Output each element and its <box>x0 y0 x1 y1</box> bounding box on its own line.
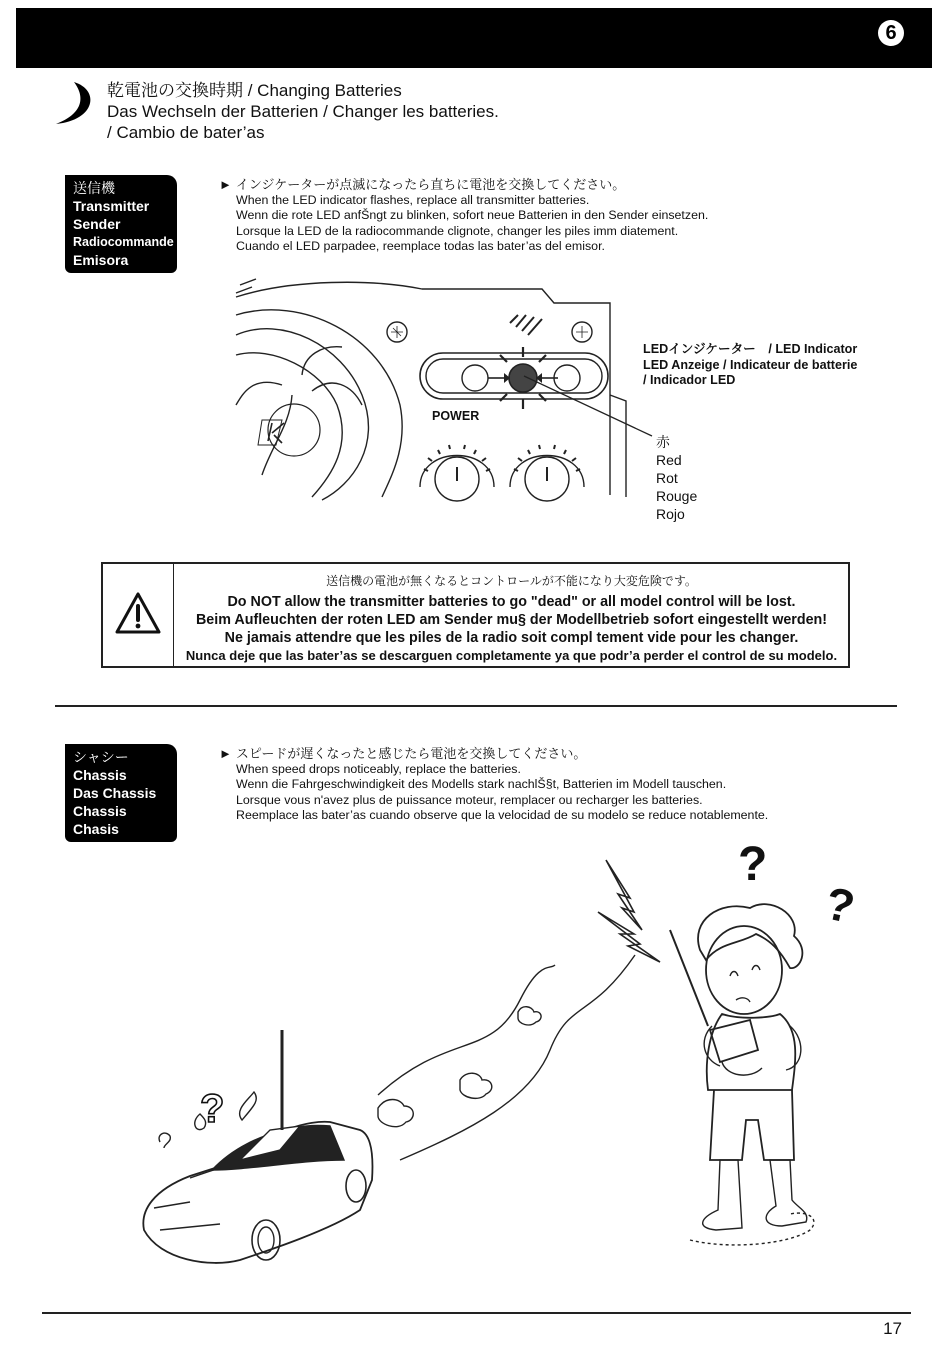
road-edge <box>378 965 555 1095</box>
legend-line: LED Anzeige / Indicateur de batterie <box>643 357 858 372</box>
color-label: Rouge <box>656 488 698 504</box>
instruction-line: Wenn die rote LED anfŠngt zu blinken, sofort neue Batterien in den Sender einsetzen. <box>236 208 709 222</box>
instruction-line: Lorsque vous n'avez plus de puissance moteur, remplacer ou recharger les batteries. <box>236 792 703 807</box>
page-title <box>107 80 499 143</box>
chassis-instructions <box>219 746 768 824</box>
warning-icon-cell <box>103 564 174 666</box>
tag-line: Transmitter <box>73 198 150 214</box>
footer-rule <box>42 1312 911 1314</box>
led-indicator-legend <box>643 342 857 389</box>
tag-line: Chasis <box>73 821 119 837</box>
color-label: Red <box>656 452 682 468</box>
tag-line: 送信機 <box>73 180 115 196</box>
instruction-line: Cuando el LED parpadee, reemplace todas las bater’as del emisor. <box>236 239 605 253</box>
legend-line: LEDインジケーター / LED Indicator <box>643 342 858 356</box>
tag-line: Emisora <box>73 252 129 268</box>
tag-line: Das Chassis <box>73 785 157 801</box>
arrow-right-icon: ► <box>219 177 232 192</box>
led-color-labels <box>656 433 697 523</box>
warning-triangle-icon <box>103 564 173 666</box>
instruction-line: Wenn die Fahrgeschwindigkeit des Modells stark nachlŠ§t, Batterien im Modell tauschen. <box>236 777 727 791</box>
tag-line: Chassis <box>73 803 127 819</box>
warning-line: Beim Aufleuchten der roten LED am Sender mu§ der Modellbetrieb sofort eingestellt werden! <box>195 612 828 628</box>
instruction-line: When the LED indicator flashes, replace all transmitter batteries. <box>236 192 590 207</box>
instruction-line: Lorsque la LED de la radiocommande clignote, changer les piles imm diatement. <box>236 223 679 238</box>
slow-car-illustration <box>130 830 890 1290</box>
warning-text <box>175 572 848 665</box>
tag-line: Chassis <box>73 767 127 783</box>
color-label: 赤 <box>656 434 670 450</box>
step-number-badge: 6 <box>878 20 904 46</box>
legend-line: / Indicador LED <box>643 373 736 387</box>
warning-line: Nunca deje que las bater’as se descarguen completamente ya que podr’a perder el control de su modelo. <box>185 648 838 663</box>
warning-jp: 送信機の電池が無くなるとコントロールが不能になり大変危険です。 <box>326 574 697 588</box>
section-divider <box>55 705 897 707</box>
transmitter-instructions <box>219 177 708 255</box>
header-bar <box>16 8 932 68</box>
transmitter-tag <box>65 175 177 273</box>
warning-line: Do NOT allow the transmitter batteries to go "dead" or all model control will be lost. <box>227 594 796 610</box>
arrow-right-icon: ► <box>219 746 232 761</box>
instruction-line: スピードが遅くなったと感じたら電池を交換してください。 <box>235 746 587 761</box>
instruction-line: When speed drops noticeably, replace the batteries. <box>236 761 521 776</box>
instruction-line: インジケーターが点滅になったら直ちに電池を交換してください。 <box>235 177 626 192</box>
warning-line: Ne jamais attendre que les piles de la radio soit compl tement vide pour les changer. <box>224 630 799 646</box>
title-line: 乾電池の交換時期 / Changing Batteries <box>107 81 402 100</box>
tag-line: Radiocommande <box>73 235 174 249</box>
color-label: Rot <box>656 470 678 486</box>
page-number: 17 <box>883 1319 902 1338</box>
tag-line: Sender <box>73 216 121 232</box>
title-line: / Cambio de bater’as <box>107 123 265 142</box>
crescent-icon <box>52 80 102 128</box>
led-leader-line <box>520 370 660 440</box>
warning-box <box>101 562 850 668</box>
question-mark-icon: ? <box>200 1087 225 1131</box>
chassis-tag <box>65 744 177 842</box>
tag-line: シャシー <box>73 749 129 765</box>
question-mark-icon: ? <box>820 876 860 934</box>
title-line: Das Wechseln der Batterien / Changer les batteries. <box>107 102 499 121</box>
instruction-line: Reemplace las bater’as cuando observe que la velocidad de su modelo se reduce notablemente. <box>236 808 769 822</box>
color-label: Rojo <box>656 506 685 522</box>
power-label: POWER <box>432 409 480 423</box>
question-mark-icon: ? <box>738 838 768 891</box>
